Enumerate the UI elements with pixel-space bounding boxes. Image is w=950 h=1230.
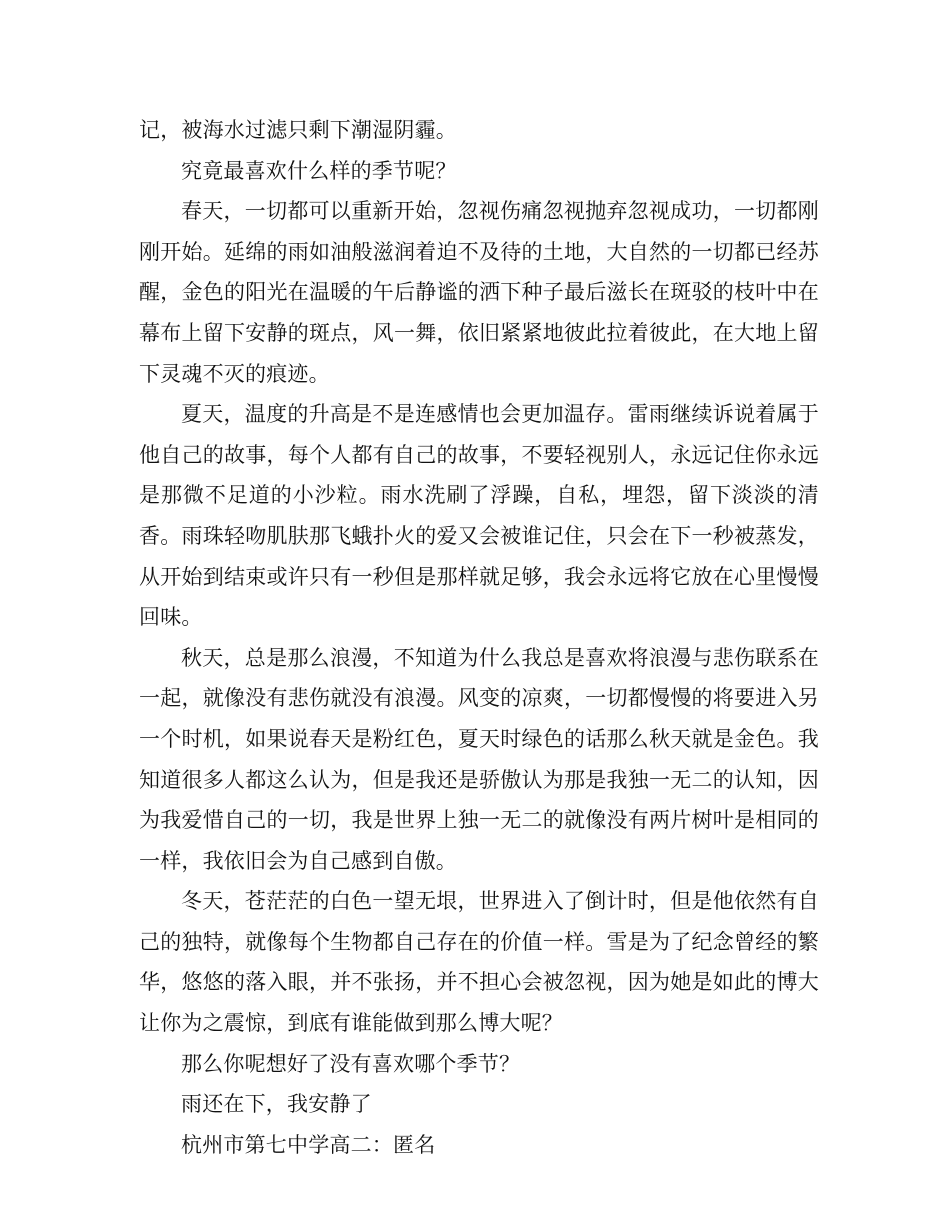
paragraph-continuation: 记，被海水过滤只剩下潮湿阴霾。 [139, 118, 457, 142]
paragraph-spring: 春天，一切都可以重新开始，忽视伤痛忽视抛弃忽视成功，一切都刚刚开始。延绵的雨如油般滋润着迫不及待的土地，大自然的一切都已经苏醒，金色的阳光在温暖的午后静谧的洒下种子最后滋长在斑驳的枝叶中在幕布上留下安静的斑点，风一舞，依旧紧紧地彼此拉着彼此，在大地上留下灵魂不灭的痕迹。 [139, 199, 819, 386]
paragraph-question: 究竟最喜欢什么样的季节呢？ [181, 158, 457, 183]
paragraph-autumn: 秋天，总是那么浪漫，不知道为什么我总是喜欢将浪漫与悲伤联系在一起，就像没有悲伤就没有浪漫。风变的凉爽，一切都慢慢的将要进入另一个时机，如果说春天是粉红色，夏天时绿色的话那么秋天就是金色。我知道很多人都这么认为，但是我还是骄傲认为那是我独一无二的认知，因为我爱惜自己的一切，我是世界上独一无二的就像没有两片树叶是相同的一样，我依旧会为自己感到自傲。 [139, 645, 819, 873]
paragraph-summer: 夏天，温度的升高是不是连感情也会更加温存。雷雨继续诉说着属于他自己的故事，每个人都有自己的故事，不要轻视别人，永远记住你永远是那微不足道的小沙粒。雨水洗刷了浮躁，自私，埋怨，留下淡淡的清香。雨珠轻吻肌肤那飞蛾扑火的爱又会被谁记住，只会在下一秒被蒸发，从开始到结束或许只有一秒但是那样就足够，我会永远将它放在心里慢慢回味。 [139, 402, 819, 630]
paragraph-rain: 雨还在下，我安静了 [181, 1092, 372, 1117]
paragraph-winter: 冬天，苍茫茫的白色一望无垠，世界进入了倒计时，但是他依然有自己的独特，就像每个生物都自己存在的价值一样。雪是为了纪念曾经的繁华，悠悠的落入眼，并不张扬，并不担心会被忽视，因为她是如此的博大让你为之震惊，到底有谁能做到那么博大呢？ [139, 889, 819, 1036]
document-body [139, 110, 819, 1165]
author-signature: 杭州市第七中学高二：匿名 [181, 1132, 436, 1157]
paragraph-closing-question: 那么你呢想好了没有喜欢哪个季节？ [181, 1051, 521, 1076]
